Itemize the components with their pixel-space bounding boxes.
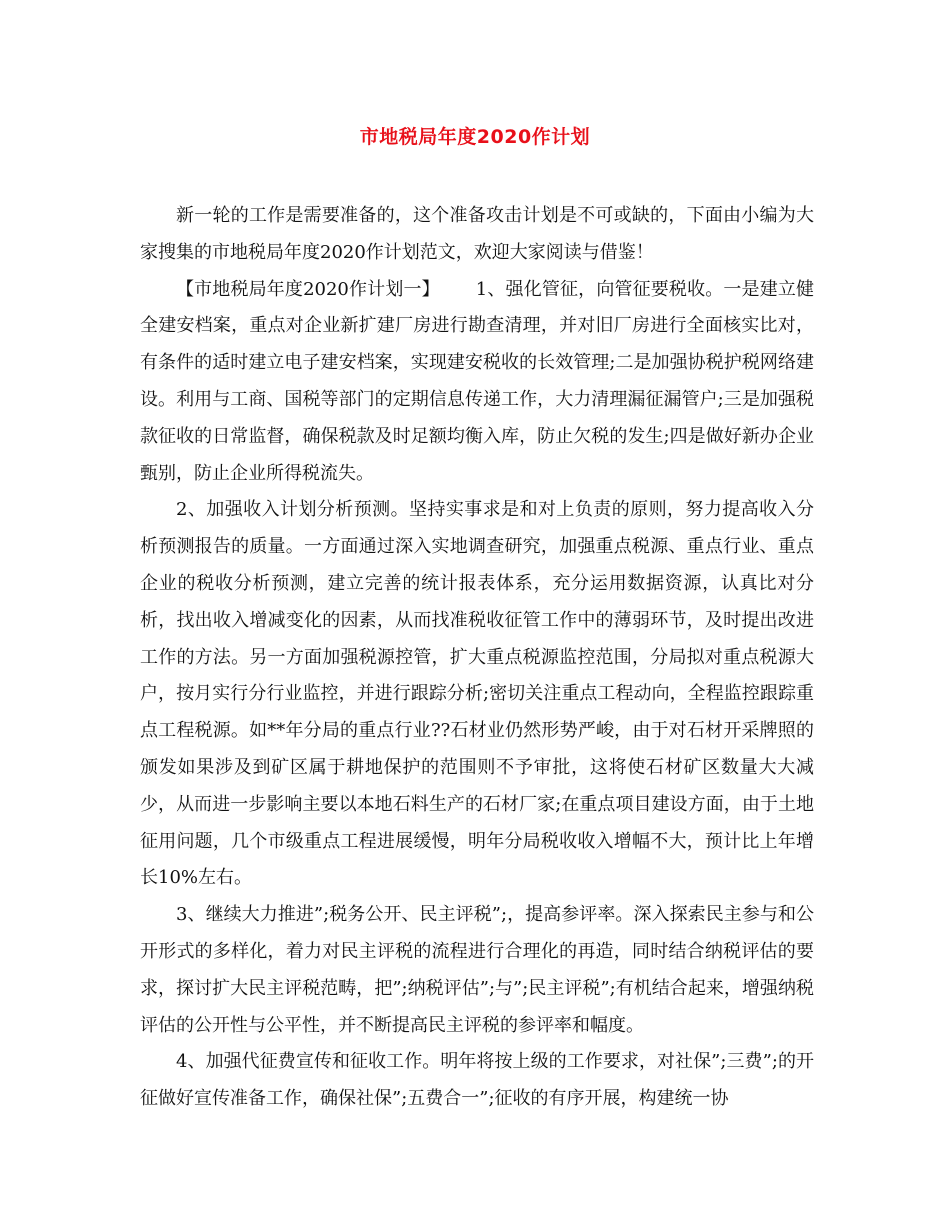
section-one-paragraph [140,272,814,493]
section-heading: 【市地税局年度2020作计划一】 [176,278,440,300]
paragraph-4: 4、加强代征费宣传和征收工作。明年将按上级的工作要求，对社保”;三费”;的开征做好宣传准备工作，确保社保”;五费合一”;征收的有序开展，构建统一协 [140,1051,814,1110]
document-title: 市地税局年度2020作计划 [359,126,591,148]
paragraph-3: 3、继续大力推进”;税务公开、民主评税”;，提高参评率。深入探索民主参与和公开形式的多样化，着力对民主评税的流程进行合理化的再造，同时结合纳税评估的要求，探讨扩大民主评税范畴，把”;纳税评估”;与”;民主评税”;有机结合起来，增强纳税评估的公开性与公平性，并不断提高民主评税的参评率和幅度。 [140,904,814,1036]
paragraph-1-text: 1、强化管征，向管征要税收。一是建立健全建安档案，重点对企业新扩建厂房进行勘查清理，并对旧厂房进行全面核实比对，有条件的适时建立电子建安档案，实现建安税收的长效管理;二是加强协税护税网络建设。利用与工商、国税等部门的定期信息传递工作，大力清理漏征漏管户;三是加强税款征收的日常监督，确保税款及时足额均衡入库，防止欠税的发生;四是做好新办企业甄别，防止企业所得税流失。 [140,278,814,484]
document-body [140,198,814,1118]
intro-paragraph: 新一轮的工作是需要准备的，这个准备攻击计划是不可或缺的，下面由小编为大家搜集的市地税局年度2020作计划范文，欢迎大家阅读与借鉴！ [140,205,814,263]
paragraph-2: 2、加强收入计划分析预测。坚持实事求是和对上负责的原则，努力提高收入分析预测报告的质量。一方面通过深入实地调查研究，加强重点税源、重点行业、重点企业的税收分析预测，建立完善的统计报表体系，充分运用数据资源，认真比对分析，找出收入增减变化的因素，从而找准税收征管工作中的薄弱环节，及时提出改进工作的方法。另一方面加强税源控管，扩大重点税源监控范围，分局拟对重点税源大户，按月实行分行业监控，并进行跟踪分析;密切关注重点工程动向，全程监控跟踪重点工程税源。如**年分局的重点行业??石材业仍然形势严峻，由于对石材开采牌照的颁发如果涉及到矿区属于耕地保护的范围则不予审批，这将使石材矿区数量大大减少，从而进一步影响主要以本地石料生产的石材厂家;在重点项目建设方面，由于土地征用问题，几个市级重点工程进展缓慢，明年分局税收收入增幅不大，预计比上年增长10%左右。 [140,499,814,889]
